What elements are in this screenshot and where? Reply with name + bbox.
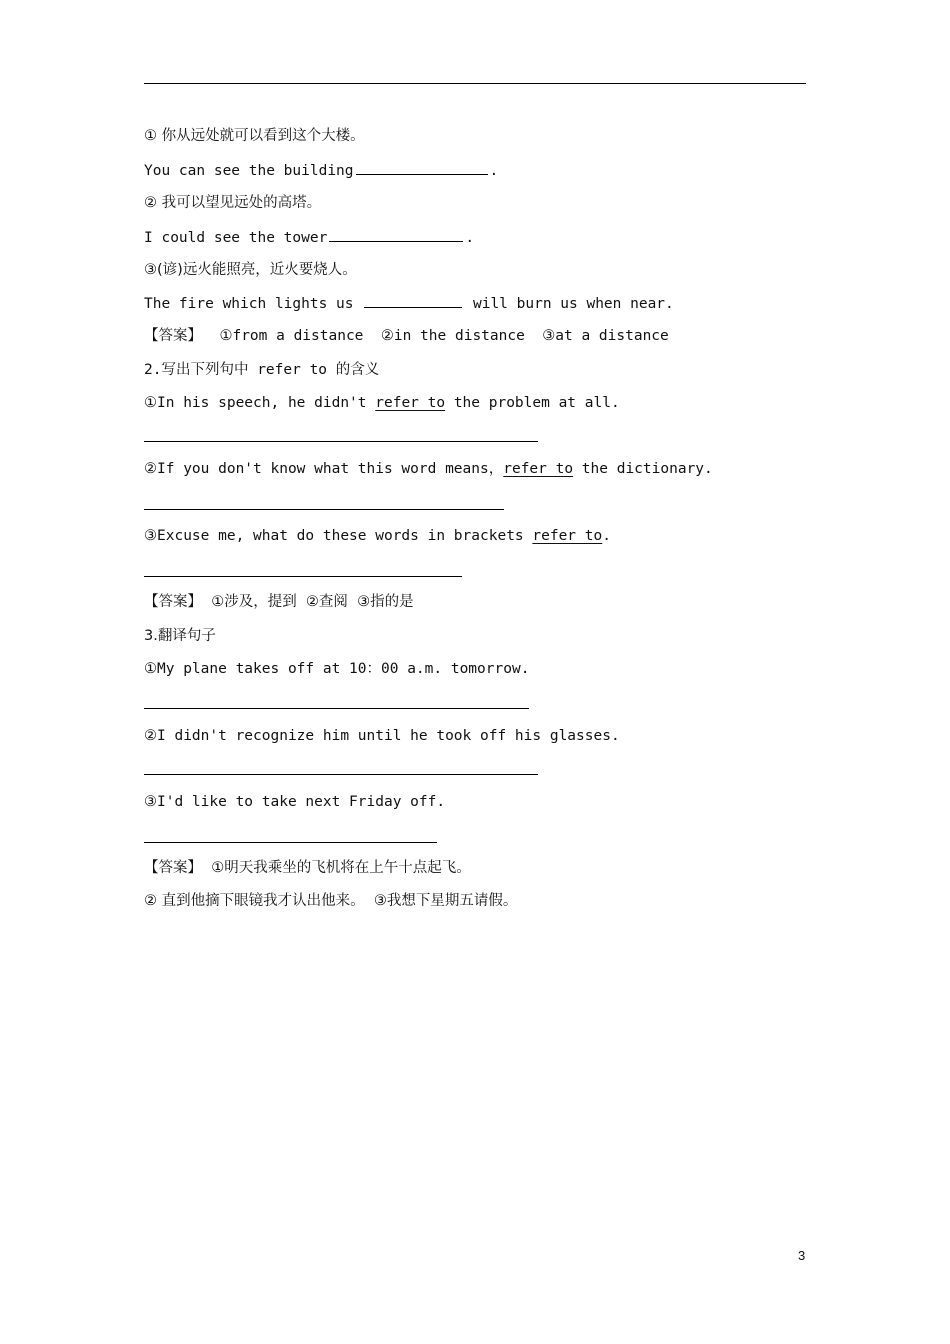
q1-item3-english [144,293,674,314]
page-number: 3 [798,1248,806,1263]
q2-answer [144,592,414,612]
q1-item1-chinese: ① 你从远处就可以看到这个大楼。 [144,128,365,144]
q1-item3-end: will burn us when near. [472,296,674,312]
q3-answer-line2: ② 直到他摘下眼镜我才认出他来。 ③我想下星期五请假。 [144,893,518,909]
q1-answer [144,326,669,346]
answer-line[interactable] [144,708,529,709]
q1-item1-end: . [489,163,499,179]
q2-s3-a: ③Excuse me, what do these words in brackets [144,528,533,544]
q1-item3-text: The fire which lights us [144,296,354,312]
q3-sentence1: ①My plane takes off at 10：00 a.m. tomorrow. [144,661,530,677]
q3-answer-text-1: ①明天我乘坐的飞机将在上午十点起飞。 [211,860,471,876]
answer-line[interactable] [144,842,437,843]
answer-line[interactable] [144,774,538,775]
q2-sentence3 [144,526,611,546]
q2-s1-b: the problem at all. [445,395,620,411]
q2-s2-a: ②If you don't know what this word means， [144,461,504,477]
q3-heading: 3.翻译句子 [144,628,216,644]
header-rule [144,83,806,84]
q2-s3-term: refer to [532,528,603,544]
q1-item2-chinese: ② 我可以望见远处的高塔。 [144,195,322,211]
answer-line[interactable] [144,576,462,577]
q2-s1-a: ①In his speech, he didn't [144,395,376,411]
fill-blank[interactable] [356,160,488,175]
q1-answer-text: ①from a distance ②in the distance ③at a distance [219,328,669,344]
answer-line[interactable] [144,509,504,510]
q2-s1-term: refer to [375,395,446,411]
q2-s2-b: the dictionary. [573,461,713,477]
fill-blank[interactable] [329,227,463,242]
q3-answer-line1 [144,858,471,878]
q3-sentence2: ②I didn't recognize him until he took off his glasses. [144,728,620,744]
q1-item3-chinese: ③(谚)远火能照亮，近火要烧人。 [144,262,357,278]
q2-answer-text: ①涉及，提到 ②查阅 ③指的是 [211,594,414,610]
q2-s2-term: refer to [503,461,574,477]
q2-sentence1 [144,393,620,413]
answer-label: 【答案】 [144,594,202,610]
q1-item2-text: I could see the tower [144,230,328,246]
q2-heading: 2.写出下列句中 refer to 的含义 [144,362,380,378]
q1-item1-text: You can see the building [144,163,354,179]
fill-blank[interactable] [364,293,462,308]
answer-label: 【答案】 [144,328,202,344]
q1-item2-english [144,227,474,248]
q3-sentence3: ③I'd like to take next Friday off. [144,794,446,810]
q2-s3-b: . [602,528,611,544]
answer-line[interactable] [144,441,538,442]
q2-sentence2 [144,459,713,479]
answer-label: 【答案】 [144,860,202,876]
q1-item2-end: . [465,230,475,246]
q1-item1-english [144,160,498,181]
